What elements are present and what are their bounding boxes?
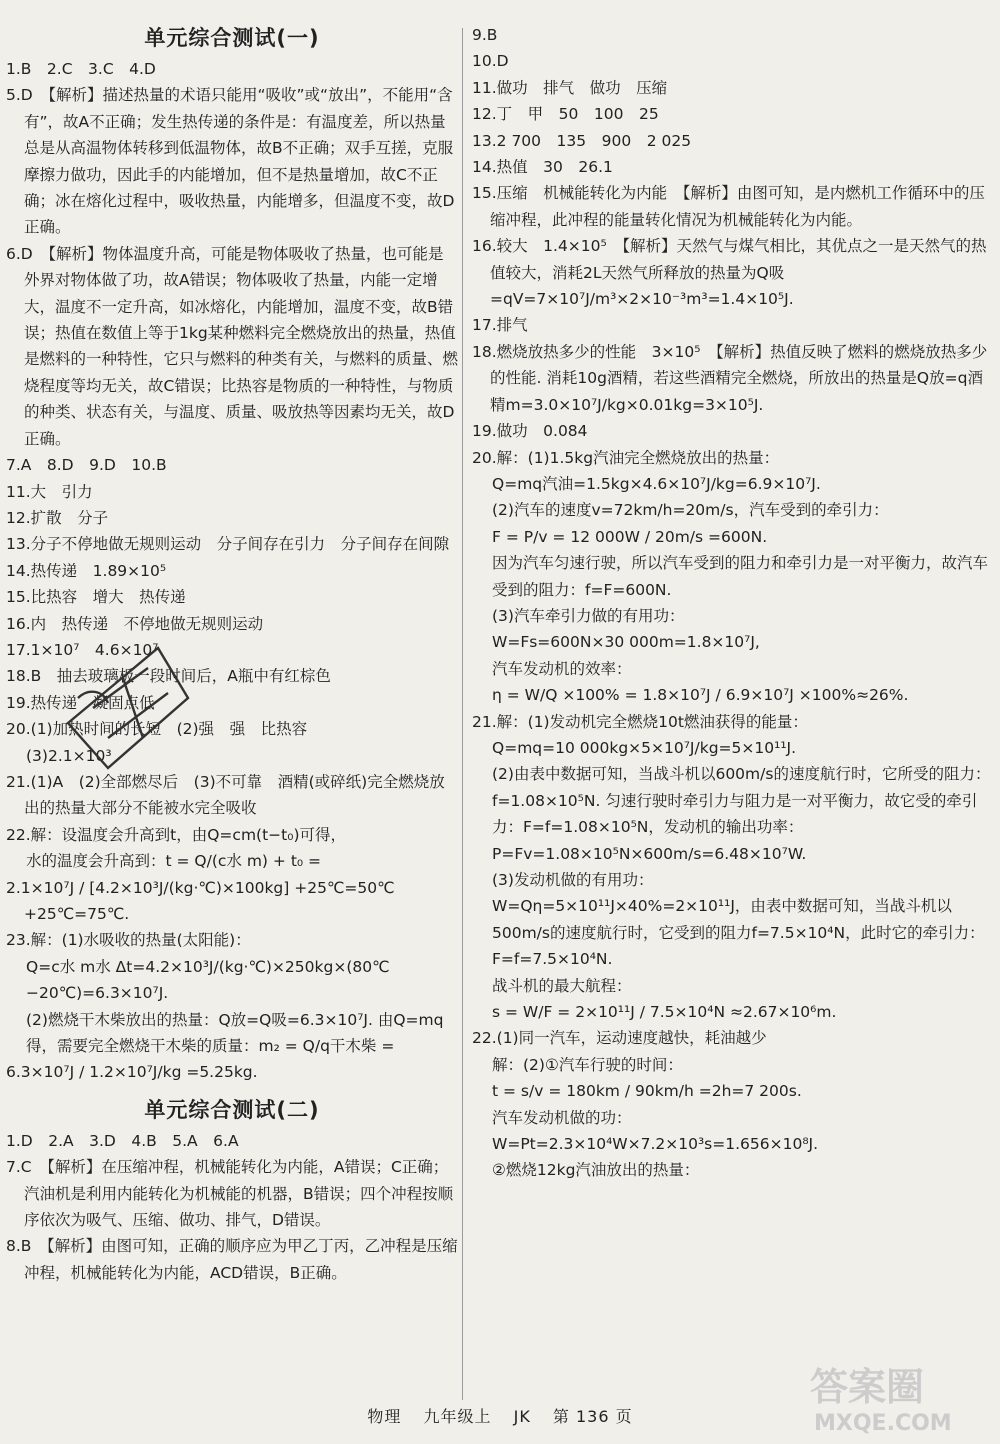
answer-line: 战斗机的最大航程：: [492, 976, 632, 995]
answer-line: 23.解：(1)水吸收的热量(太阳能)：: [6, 931, 251, 950]
answer-line: (2)由表中数据可知，当战斗机以600m/s的速度航行时，它所受的阻力：f=1.08×10⁵N. 匀速行驶时牵引力与阻力是一对平衡力，故它受的牵引力：F=f=1.08×10⁵N，发动机的输出功率：: [492, 765, 991, 837]
page-footer: [0, 1404, 1000, 1427]
answer-line: 7.A 8.D 9.D 10.B: [6, 456, 167, 475]
answer-line: 汽车发动机的效率：: [492, 659, 632, 678]
answer-line: 13.2 700 135 900 2 025: [472, 131, 692, 150]
answer-line: 11.做功 排气 做功 压缩: [472, 78, 668, 97]
answer-line: P=Fv=1.08×10⁵N×600m/s=6.48×10⁷W.: [492, 844, 807, 863]
answer-line: 1.D 2.A 3.D 4.B 5.A 6.A: [6, 1131, 239, 1150]
column-divider: [462, 28, 463, 1400]
answer-line: 12.扩散 分子: [6, 508, 109, 527]
answer-line: 14.热值 30 26.1: [472, 158, 613, 177]
answer-line: 22.解：设温度会升高到t，由Q=cm(t−t₀)可得，: [6, 825, 346, 844]
answer-line: 17.1×10⁷ 4.6×10⁷: [6, 640, 159, 659]
answer-line: (3)汽车牵引力做的有用功：: [492, 606, 685, 625]
answer-line: 6.3×10⁷J / 1.2×10⁷J/kg =5.25kg.: [6, 1063, 258, 1082]
answer-line: 2.1×10⁷J / [4.2×10³J/(kg·℃)×100kg] +25℃=50℃+25℃=75℃.: [6, 878, 395, 923]
answer-line: Q=mq=10 000kg×5×10⁷J/kg=5×10¹¹J.: [492, 738, 797, 757]
answer-line: 汽车发动机做的功：: [492, 1108, 632, 1127]
left-answer-list-a: [6, 56, 458, 1086]
watermark-url-text: MXQE.COM: [814, 1411, 952, 1436]
answer-line: (3)2.1×10³: [26, 746, 112, 765]
answer-line: W=Fs=600N×30 000m=1.8×10⁷J,: [492, 633, 760, 652]
answer-line: s = W/F = 2×10¹¹J / 7.5×10⁴N ≈2.67×10⁶m.: [492, 1003, 837, 1022]
answer-line: 因为汽车匀速行驶，所以汽车受到的阻力和牵引力是一对平衡力，故汽车受到的阻力：f=F=600N.: [492, 554, 989, 599]
answer-line: 1.B 2.C 3.C 4.D: [6, 60, 156, 78]
answer-line: W=Qη=5×10¹¹J×40%=2×10¹¹J，由表中数据可知，当战斗机以500m/s的速度航行时，它受到的阻力f=7.5×10⁴N，此时它的牵引力：F=f=7.5×10⁴N.: [492, 897, 985, 969]
answer-line: (2)汽车的速度v=72km/h=20m/s，汽车受到的牵引力：: [492, 501, 889, 520]
answer-line: 5.D 【解析】描述热量的术语只能用“吸收”或“放出”，不能用“含有”，故A不正确；发生热传递的条件是：有温度差，所以热量总是从高温物体转移到低温物体，故B不正确；双手互搓，克服摩擦力做功，因此手的内能增加，但不是热量增加，故C不正确；冰在熔化过程中，吸收热量，内能增多，但温度不变，故D正确。: [6, 86, 455, 237]
answer-line: 解：(2)①汽车行驶的时间：: [492, 1055, 683, 1074]
answer-line: 10.D: [472, 52, 509, 71]
right-column: [472, 22, 994, 1184]
section-title-unit-test-1: 单元综合测试(一): [144, 26, 320, 50]
left-column: [6, 22, 458, 1286]
answer-line: 13.分子不停地做无规则运动 分子间存在引力 分子间存在间隙: [6, 535, 450, 554]
answer-line: 16.内 热传递 不停地做无规则运动: [6, 614, 264, 633]
answer-line: 22.(1)同一汽车，运动速度越快，耗油越少: [472, 1029, 767, 1048]
left-answer-list-b: [6, 1128, 458, 1286]
right-answer-list: [472, 22, 994, 1184]
answer-line: 17.排气: [472, 316, 528, 335]
answer-line: 21.(1)A (2)全部燃尽后 (3)不可靠 酒精(或碎纸)完全燃烧放出的热量大部分不能被水完全吸收: [6, 772, 445, 818]
answer-line: η = W/Q ×100% = 1.8×10⁷J / 6.9×10⁷J ×100%≈26%.: [492, 686, 909, 705]
footer-page-number: 第 136 页: [552, 1407, 633, 1426]
answer-line: t = s/v = 180km / 90km/h =2h=7 200s.: [492, 1082, 802, 1101]
answer-line: (2)燃烧干木柴放出的热量：Q放=Q吸=6.3×10⁷J. 由Q=mq得，需要完全燃烧干木柴的质量：m₂ = Q/q干木柴 =: [26, 1010, 444, 1056]
answer-line: 11.大 引力: [6, 482, 93, 501]
answer-line: 20.(1)加热时间的长短 (2)强 强 比热容: [6, 720, 308, 739]
answer-line: 18.B 抽去玻璃板一段时间后，A瓶中有红棕色: [6, 667, 331, 686]
footer-subject: 物理: [367, 1407, 402, 1426]
section-title-unit-test-2: 单元综合测试(二): [144, 1097, 320, 1122]
answer-line: 20.解：(1)1.5kg汽油完全燃烧放出的热量：: [472, 448, 780, 467]
footer-edition: JK: [513, 1407, 531, 1426]
answer-line: 水的温度会升高到：t = Q/(c水 m) + t₀ =: [26, 852, 322, 871]
answer-line: 15.比热容 增大 热传递: [6, 588, 186, 607]
answer-line: 7.C 【解析】在压缩冲程，机械能转化为内能，A错误；C正确；汽油机是利用内能转化为机械能的机器，B错误；四个冲程按顺序依次为吸气、压缩、做功、排气，D错误。: [6, 1158, 454, 1230]
answer-line: F = P/v = 12 000W / 20m/s =600N.: [492, 527, 768, 546]
answer-line: 12.丁 甲 50 100 25: [472, 105, 659, 124]
footer-grade: 九年级上: [423, 1407, 492, 1426]
answer-line: 16.较大 1.4×10⁵ 【解析】天然气与煤气相比，其优点之一是天然气的热值较大，消耗2L天然气所释放的热量为Q吸=qV=7×10⁷J/m³×2×10⁻³m³=1.4×10⁵J.: [472, 237, 987, 309]
answer-line: 6.D 【解析】物体温度升高，可能是物体吸收了热量，也可能是外界对物体做了功，故A错误；物体吸收了热量，内能一定增大，温度不一定升高，如冰熔化，内能增加，温度不变，故B错误；热值在数值上等于1kg某种燃料完全燃烧放出的热量，热值是燃料的一种特性，它只与燃料的种类有关，与燃料的质量、燃烧程度等均无关，故C错误；比热容是物质的一种特性，与物质的种类、状态有关，与温度、质量、吸放热等因素均无关，故D正确。: [6, 244, 459, 448]
answer-line: 19.热传递 凝固点低: [6, 693, 155, 712]
answer-line: 19.做功 0.084: [472, 422, 588, 441]
watermark-main-text: 答案圈: [810, 1365, 925, 1409]
answer-line: 9.B: [472, 26, 498, 44]
answer-line: ②燃烧12kg汽油放出的热量：: [492, 1161, 700, 1180]
answer-line: Q=c水 m水 Δt=4.2×10³J/(kg·℃)×250kg×(80℃−20℃)=6.3×10⁷J.: [26, 957, 390, 1003]
answer-line: 21.解：(1)发动机完全燃烧10t燃油获得的能量：: [472, 712, 808, 731]
answer-line: 8.B 【解析】由图可知，正确的顺序应为甲乙丁丙，乙冲程是压缩冲程，机械能转化为内能，ACD错误，B正确。: [6, 1237, 458, 1282]
answer-line: (3)发动机做的有用功：: [492, 871, 654, 889]
answer-line: Q=mq汽油=1.5kg×4.6×10⁷J/kg=6.9×10⁷J.: [492, 474, 821, 493]
answer-line: 14.热传递 1.89×10⁵: [6, 561, 167, 580]
answer-line: W=Pt=2.3×10⁴W×7.2×10³s=1.656×10⁸J.: [492, 1135, 819, 1154]
answer-line: 15.压缩 机械能转化为内能 【解析】由图可知，是内燃机工作循环中的压缩冲程，此冲程的能量转化情况为机械能转化为内能。: [472, 184, 985, 229]
answer-line: 18.燃烧放热多少的性能 3×10⁵ 【解析】热值反映了燃料的燃烧放热多少的性能. 消耗10g酒精，若这些酒精完全燃烧，所放出的热量是Q放=q酒精m=3.0×10⁷J/kg×0.01kg=3×10⁵J.: [472, 342, 988, 414]
